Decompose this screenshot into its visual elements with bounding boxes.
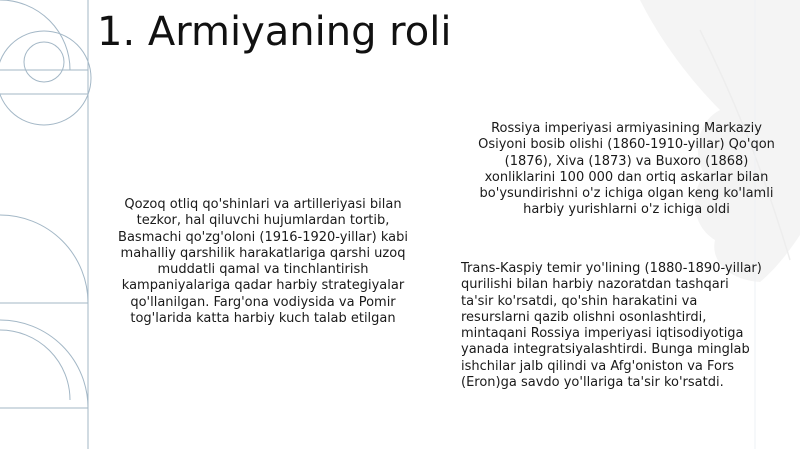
- corner-arc: [0, 0, 70, 70]
- text-line: xonliklarini 100 000 dan ortiq askarlar bilan: [484, 169, 769, 185]
- slide-title: 1. Armiyaning roli: [97, 9, 452, 55]
- text-line: Rossiya imperiyasi armiyasining Markaziy: [491, 121, 762, 136]
- text-line: (Eron)ga savdo yo'llariga ta'sir ko'rsatdi.: [461, 375, 724, 391]
- text-line: (1876), Xiva (1873) va Buxoro (1868): [504, 153, 749, 169]
- text-line: kampaniyalariga qadar harbiy strategiyalar: [121, 278, 405, 294]
- text-line: resurslarni qazib olishni osonlashtirdi,: [461, 309, 707, 325]
- text-line: tog'larida katta harbiy kuch talab etilgan: [130, 311, 396, 327]
- text-line: bo'ysundirishni o'z ichiga olgan keng ko'lamli: [479, 186, 774, 202]
- text-line: tezkor, hal qiluvchi hujumlardan tortib,: [136, 213, 390, 229]
- text-line: Trans-Kaspiy temir yo'lining (1880-1890-yillar): [461, 261, 762, 276]
- text-line: Qozoq otliq qo'shinlari va artilleriyasi bilan: [124, 197, 402, 212]
- left-text-block: [104, 197, 422, 327]
- right-bottom-text-block: [461, 261, 789, 391]
- text-line: muddatli qamal va tinchlantirish: [157, 262, 369, 278]
- text-line: Osiyoni bosib olishi (1860-1910-yillar) Qo'qon: [478, 137, 775, 153]
- text-line: mahalliy qarshilik harakatlariga qarshi uzoq: [120, 245, 406, 261]
- right-top-text-block: [463, 121, 790, 219]
- text-line: harbiy yurishlarni o'z ichiga oldi: [523, 202, 730, 218]
- text-line: ishchilar jalb qilindi va Afg'oniston va Fors: [461, 358, 735, 374]
- bottom-left-arc-lower: [0, 320, 88, 408]
- bottom-left-arc-upper: [0, 215, 88, 303]
- text-line: qo'llanilgan. Farg'ona vodiysida va Pomir: [130, 294, 396, 310]
- text-line: mintaqani Rossiya imperiyasi iqtisodiyotiga: [461, 326, 744, 342]
- text-line: yanada integratsiyalashtirdi. Bunga minglab: [461, 342, 750, 358]
- left-circle-small: [24, 42, 64, 82]
- text-line: Basmachi qo'zg'oloni (1916-1920-yillar) kabi: [118, 229, 408, 245]
- left-circle-large: [0, 31, 91, 125]
- text-line: ta'sir ko'rsatdi, qo'shin harakatini va: [461, 293, 698, 309]
- text-line: qurilishi bilan harbiy nazoratdan tashqari: [461, 277, 729, 293]
